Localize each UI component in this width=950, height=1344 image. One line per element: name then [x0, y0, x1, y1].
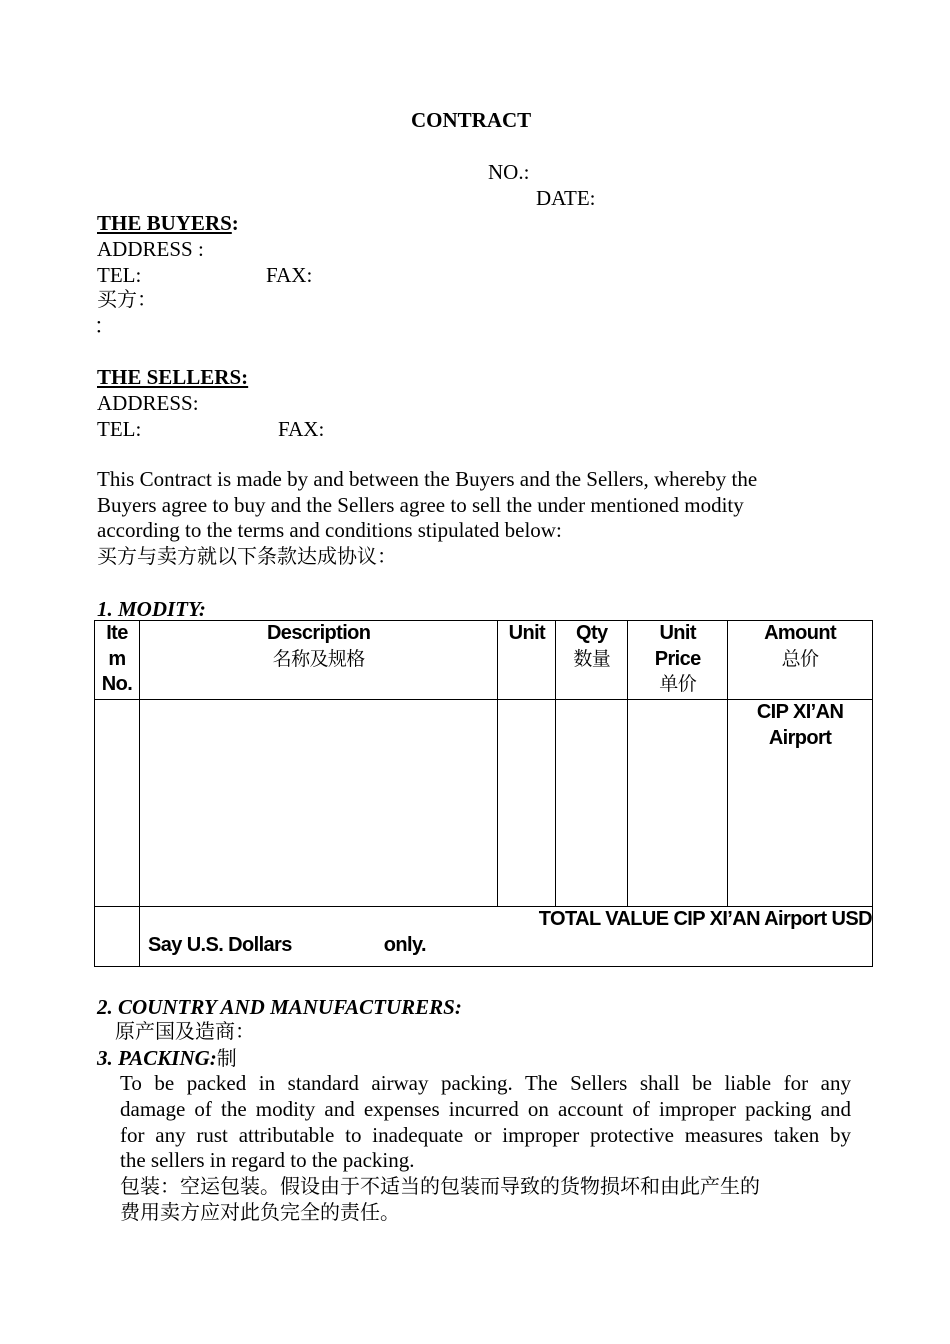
section-packing-title: [97, 1045, 237, 1072]
col-qty-header: [556, 621, 628, 700]
buyers-heading-text: THE BUYERS: [97, 211, 232, 235]
buyers-address-label: ADDRESS :: [97, 237, 204, 261]
table-header-row: [95, 621, 873, 700]
intro-paragraph: [97, 467, 817, 569]
cell-unit-price: [628, 700, 728, 907]
cell-item-no: [95, 700, 140, 907]
intro-line: This Contract is made by and between the Buyers and the Sellers, whereby the: [97, 467, 758, 491]
buyers-cn-label: 买方：: [97, 287, 157, 311]
sellers-fax-label: FAX:: [278, 417, 325, 441]
modity-table: [94, 620, 873, 967]
section-modity-title: 1. MODITY:: [97, 597, 206, 621]
packing-cn-line: 包装：空运包装。假设由于不适当的包装而导致的货物损坏和由此产生的: [120, 1174, 760, 1199]
intro-line: Buyers agree to buy and the Sellers agree to sell the under mentioned modity: [97, 492, 744, 517]
col-description-text: Description: [266, 622, 371, 644]
section-country-cn: 原产国及造商：: [115, 1019, 255, 1043]
intro-cn-line: 买方与卖方就以下条款达成协议：: [97, 543, 397, 568]
packing-title-text: 3. PACKING:: [97, 1046, 217, 1070]
total-value-text: TOTAL VALUE CIP XI’AN Airport USD: [538, 908, 872, 930]
col-amount-header: [728, 621, 873, 700]
packing-title-cn: 制: [216, 1046, 237, 1070]
cell-total-blank: [95, 907, 140, 967]
col-description-header: [139, 621, 497, 700]
packing-line: the sellers in regard to the packing.: [120, 1148, 415, 1173]
buyers-colon-line: ：: [94, 314, 115, 338]
col-qty-text: Qty: [576, 622, 608, 644]
packing-cn-line: 费用卖方应对此负完全的责任。: [120, 1199, 400, 1224]
amount-terms-line: Airport: [768, 726, 832, 749]
sellers-tel-label: TEL:: [97, 417, 142, 441]
sellers-address-label: ADDRESS:: [97, 391, 199, 415]
packing-line: To be packed in standard airway packing. The Sellers shall be liable for any: [120, 1071, 851, 1095]
col-unit-price-text: Price: [654, 647, 701, 670]
col-unit-header: [498, 621, 556, 700]
col-item-text: m: [108, 647, 126, 670]
col-qty-cn: 数量: [573, 647, 611, 670]
cell-description: [139, 700, 497, 907]
cell-amount: [728, 700, 873, 907]
table-body-row: [95, 700, 873, 907]
section-country-title: 2. COUNTRY AND MANUFACTURERS:: [97, 995, 462, 1019]
intro-line: according to the terms and conditions stipulated below:: [97, 518, 562, 543]
contract-number-label: NO.:: [488, 160, 530, 184]
packing-paragraph: [120, 1071, 851, 1226]
buyers-heading: [97, 210, 239, 236]
packing-line: damage of the modity and expenses incurred on account of improper packing and: [120, 1096, 851, 1121]
col-item-text: Ite: [106, 622, 128, 644]
buyers-fax-label: FAX:: [266, 263, 313, 287]
sellers-heading: THE SELLERS:: [97, 365, 249, 389]
col-item-text: No.: [101, 673, 133, 695]
say-dollars-line: [148, 933, 872, 959]
cell-unit: [498, 700, 556, 907]
contract-title: CONTRACT: [411, 108, 532, 132]
cell-qty: [556, 700, 628, 907]
contract-date-label: DATE:: [536, 186, 596, 210]
table-total-row: [95, 907, 873, 967]
col-unit-text: Unit: [508, 622, 546, 644]
cell-total-value: [139, 907, 872, 967]
col-description-cn: 名称及规格: [272, 647, 365, 670]
say-dollars-text: Say U.S. Dollars: [147, 933, 292, 956]
only-text: only.: [383, 933, 426, 956]
buyers-tel-label: TEL:: [97, 263, 142, 287]
col-unit-price-cn: 单价: [659, 673, 697, 695]
col-item-no-header: [95, 621, 140, 700]
amount-terms-line: CIP XI’AN: [756, 701, 844, 723]
col-amount-cn: 总价: [781, 647, 819, 670]
col-unit-price-text: Unit: [659, 622, 696, 644]
col-amount-text: Amount: [764, 622, 837, 644]
col-unit-price-header: [628, 621, 728, 700]
buyers-heading-colon: :: [231, 211, 239, 235]
packing-line: for any rust attributable to inadequate or improper protective measures taken by: [120, 1122, 851, 1147]
